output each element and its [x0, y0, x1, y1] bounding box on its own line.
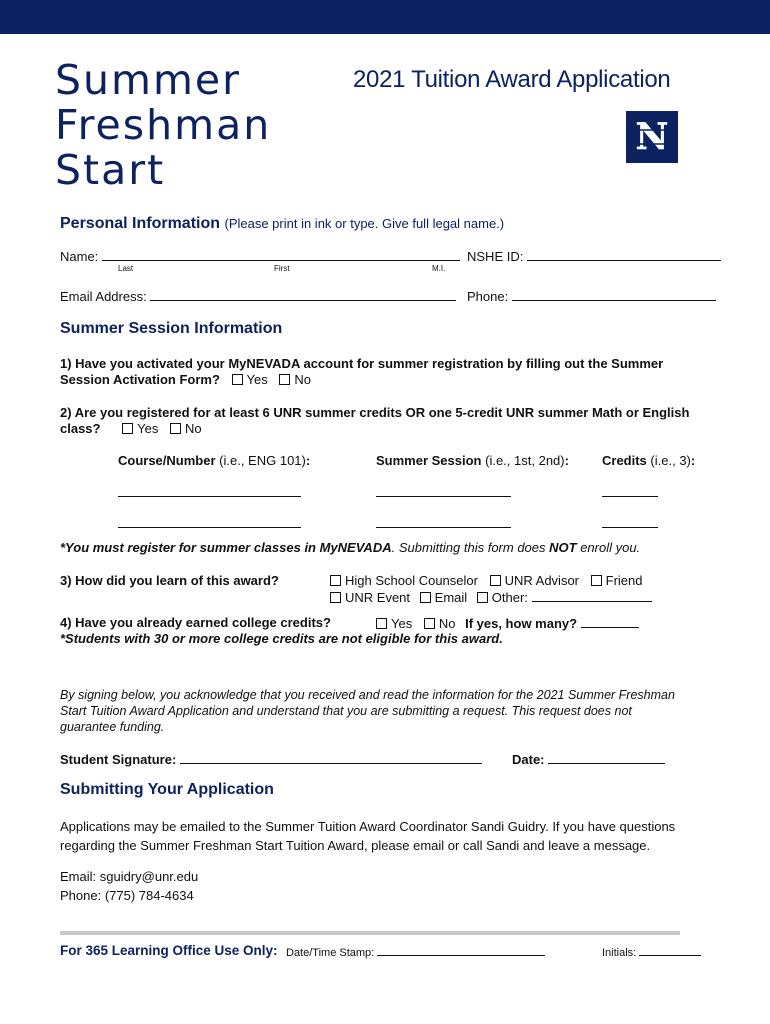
option-label: Friend [605, 573, 643, 588]
name-sub-last: Last [118, 264, 134, 273]
registration-notice-text: . Submitting this form does [391, 540, 550, 555]
registration-notice [60, 540, 640, 555]
course-column-hint: (i.e., ENG 101) [219, 453, 306, 468]
question-2-line2-row [60, 421, 202, 436]
how-many-label: If yes, how many? [465, 616, 578, 631]
checkbox-icon[interactable] [170, 423, 181, 434]
option-unr-advisor[interactable] [490, 573, 579, 588]
q4-options-row [376, 615, 639, 631]
application-title: 2021 Tuition Award Application [353, 66, 671, 93]
other-source-field[interactable] [532, 589, 652, 602]
checkbox-icon[interactable] [122, 423, 133, 434]
credits-field-2[interactable] [602, 515, 658, 528]
q2-no-option[interactable] [170, 421, 202, 436]
checkbox-icon[interactable] [279, 374, 290, 385]
checkbox-icon[interactable] [490, 575, 501, 586]
phone-row [467, 288, 716, 304]
stamp-field[interactable] [377, 945, 545, 956]
program-title [55, 58, 271, 193]
option-unr-event[interactable] [330, 590, 410, 605]
acknowledgement-line: guarantee funding. [60, 720, 165, 734]
date-label: Date: [512, 752, 545, 767]
svg-text:N: N [635, 118, 669, 156]
credits-count-field[interactable] [581, 615, 639, 628]
credits-field-1[interactable] [602, 484, 658, 497]
nshe-id-row [467, 248, 721, 264]
no-label: No [184, 421, 202, 436]
nshe-id-label: NSHE ID: [467, 249, 524, 264]
no-label: No [438, 616, 456, 631]
no-label: No [294, 372, 311, 387]
phone-field[interactable] [512, 288, 716, 301]
student-signature-row [60, 751, 482, 767]
acknowledgement-text [60, 687, 675, 735]
personal-info-heading-row [60, 215, 504, 233]
checkbox-icon[interactable] [420, 592, 431, 603]
university-logo [626, 111, 678, 163]
yes-label: Yes [391, 616, 413, 631]
course-field-2[interactable] [118, 515, 301, 528]
nshe-id-field[interactable] [527, 248, 721, 261]
q1-yes-option[interactable] [232, 372, 268, 387]
personal-info-heading: Personal Information [60, 215, 221, 232]
q4-yes-option[interactable] [376, 616, 412, 631]
yes-label: Yes [246, 372, 268, 387]
date-row [512, 751, 665, 767]
email-row [60, 288, 456, 304]
course-field-1[interactable] [118, 484, 301, 497]
submitting-paragraph-line: regarding the Summer Freshman Start Tuition Award, please email or call Sandi and leave a message. [60, 838, 651, 853]
yes-label: Yes [137, 421, 159, 436]
q2-yes-option[interactable] [122, 421, 158, 436]
checkbox-icon[interactable] [477, 592, 488, 603]
colon: : [690, 453, 696, 468]
acknowledgement-line: By signing below, you acknowledge that you received and read the information for the 2021 Summer Freshman [60, 688, 675, 702]
registration-notice-not: NOT [549, 540, 577, 555]
credits-eligibility-note: *Students with 30 or more college credits are not eligible for this award. [60, 631, 503, 646]
phone-label: Phone: [467, 289, 509, 304]
credits-column-hint: (i.e., 3) [650, 453, 691, 468]
option-email[interactable] [420, 590, 468, 605]
initials-row [602, 945, 701, 959]
acknowledgement-line: Start Tuition Award Application and understand that you are submitting a request. This request does not [60, 704, 632, 718]
colon: : [564, 453, 569, 468]
question-2-line2: class? [60, 421, 101, 436]
email-field[interactable] [150, 288, 456, 301]
checkbox-icon[interactable] [330, 575, 341, 586]
question-1-line2-row [60, 372, 311, 387]
course-column-label: Course/Number [118, 453, 216, 468]
summer-session-heading: Summer Session Information [60, 320, 283, 337]
q3-options-row-2 [330, 589, 652, 605]
credits-column-header [602, 453, 695, 468]
program-title-line: Freshman [55, 101, 272, 149]
submitting-paragraph-line: Applications may be emailed to the Summer Tuition Award Coordinator Sandi Guidry. If you have questions [60, 819, 676, 834]
name-sub-mi: M.I. [432, 264, 446, 273]
initials-label: Initials: [602, 947, 637, 959]
course-column-header [118, 453, 310, 468]
question-1-line2: Session Activation Form? [60, 372, 220, 387]
checkbox-icon[interactable] [424, 618, 435, 629]
personal-info-hint: (Please print in ink or type. Give full legal name.) [224, 216, 505, 231]
office-use-label: For 365 Learning Office Use Only: [60, 943, 278, 958]
name-field[interactable] [102, 248, 460, 261]
option-other[interactable] [477, 590, 528, 605]
question-1-line1: 1) Have you activated your MyNEVADA account for summer registration by filling out the Summer [60, 356, 664, 371]
footer-divider [60, 931, 680, 935]
program-title-line: Start [55, 146, 166, 194]
checkbox-icon[interactable] [376, 618, 387, 629]
q4-no-option[interactable] [424, 616, 456, 631]
contact-phone: Phone: (775) 784-4634 [60, 888, 194, 903]
q3-options-row-1 [330, 573, 643, 588]
option-label: High School Counselor [345, 573, 478, 588]
initials-field[interactable] [639, 945, 701, 956]
checkbox-icon[interactable] [591, 575, 602, 586]
student-signature-label: Student Signature: [60, 752, 177, 767]
option-label: UNR Event [345, 590, 411, 605]
date-field[interactable] [548, 751, 665, 764]
submitting-paragraph [60, 817, 675, 855]
credits-column-label: Credits [602, 453, 647, 468]
option-friend[interactable] [591, 573, 643, 588]
question-4: 4) Have you already earned college credits? [60, 615, 331, 630]
checkbox-icon[interactable] [232, 374, 243, 385]
option-label: Email [434, 590, 468, 605]
submitting-heading: Submitting Your Application [60, 781, 274, 798]
top-banner-bar [0, 0, 770, 34]
registration-notice-bold: *You must register for summer classes in MyNEVADA [60, 540, 392, 555]
checkbox-icon[interactable] [330, 592, 341, 603]
contact-info [60, 867, 198, 905]
session-field-2[interactable] [376, 515, 511, 528]
program-title-line: Summer [55, 56, 241, 104]
session-column-hint: (i.e., 1st, 2nd) [485, 453, 565, 468]
session-field-1[interactable] [376, 484, 511, 497]
session-column-label: Summer Session [376, 453, 482, 468]
colon: : [305, 453, 311, 468]
session-column-header [376, 453, 569, 468]
name-sub-first: First [274, 264, 290, 273]
option-label: Other: [491, 590, 528, 605]
student-signature-field[interactable] [180, 751, 482, 764]
name-label: Name: [60, 249, 99, 264]
q1-no-option[interactable] [279, 372, 311, 387]
email-label: Email Address: [60, 289, 147, 304]
registration-notice-text: enroll you. [576, 540, 641, 555]
question-3: 3) How did you learn of this award? [60, 573, 279, 588]
option-high-school-counselor[interactable] [330, 573, 478, 588]
stamp-label: Date/Time Stamp: [286, 947, 375, 959]
option-label: UNR Advisor [504, 573, 580, 588]
contact-email[interactable]: Email: sguidry@unr.edu [60, 869, 199, 884]
block-n-logo-icon [630, 118, 674, 156]
stamp-row [286, 945, 545, 959]
name-field-row [60, 248, 460, 264]
question-2-line1: 2) Are you registered for at least 6 UNR summer credits OR one 5-credit UNR summer Math or English [60, 405, 690, 420]
